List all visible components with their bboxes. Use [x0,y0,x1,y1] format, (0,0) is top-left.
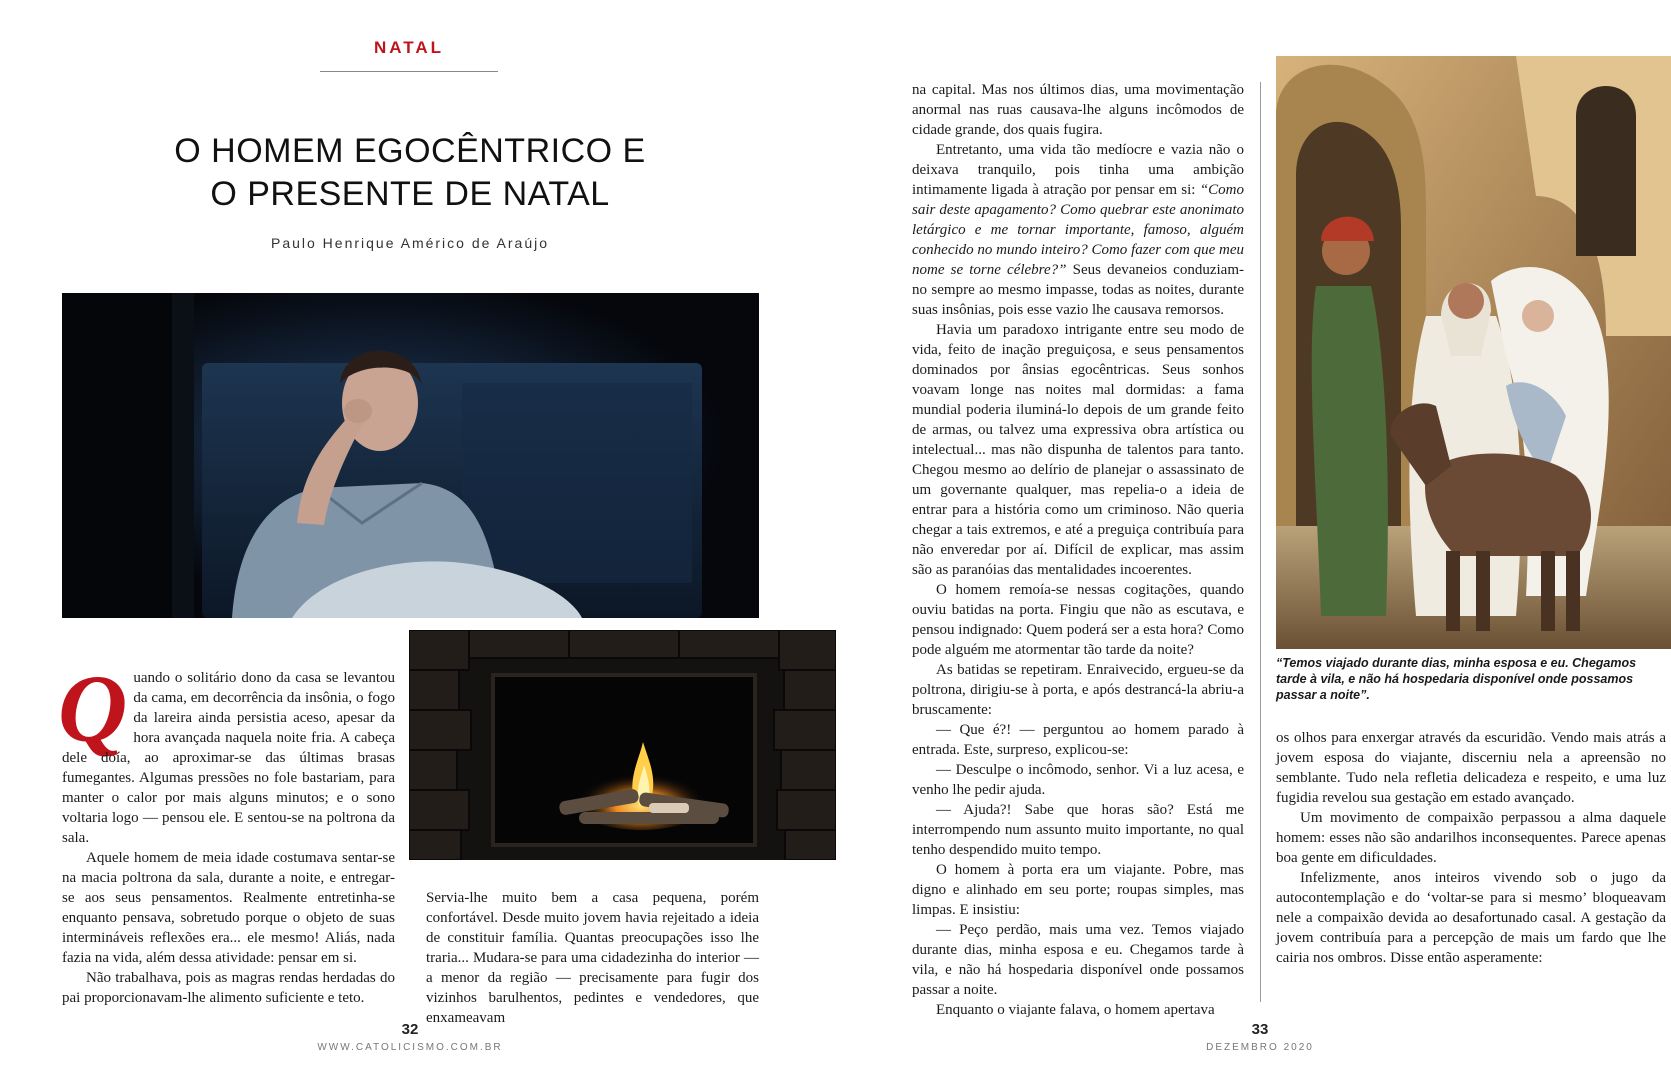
paragraph: Havia um paradoxo intrigante entre seu modo de vida, feito de inação preguiçosa, e seus pensamentos dominados por ânsias egocêntricas. Seus sonhos voavam longe nas noites mal dormidas: a fama mundial poderia iluminá-lo depois de um grande feito de armas, ou talvez uma expressiva obra artística ou intelectual... mas não dispunha de talentos para tanto. Chegou mesmo ao delírio de planejar o assassinato de um governante qualquer, mas repelia-o a ideia de entrar para a história como um criminoso. Não queria chegar a tais extremos, e até a preguiça contribuía para não enveredar por aí. Difícil de explicar, mas assim são as paranóias das mentalidades incoerentes. [912,322,1244,578]
section-label: NATAL [373,38,445,57]
paragraph: — Ajuda?! Sabe que horas são? Está me interrompendo num assunto muito importante, no qual tenho despendido muito tempo. [912,802,1244,858]
paragraph: — Desculpe o incômodo, senhor. Vi a luz acesa, e venho lhe pedir ajuda. [912,762,1244,798]
quoted-thought: “Como sair deste apagamento? Como quebrar este anonimato letárgico e me tornar importante, famoso, alguém conhecido no mundo inteiro? Como fazer com que meu nome se torne célebre?” [912,182,1244,278]
footer-website: WWW.CATOLICISMO.COM.BR [317,1042,503,1053]
text-column-3 [912,80,1244,1020]
paragraph: — Peço perdão, mais uma vez. Temos viajado durante dias, minha esposa e eu. Chegamos tarde à vila, e não há hospedaria disponível onde possamos passar a noite. [912,922,1244,998]
painting-holy-family [1276,56,1671,649]
paragraph [58,655,395,848]
page-number-right: 33 [1251,1021,1269,1038]
paragraph [912,140,1244,320]
author-byline: Paulo Henrique Américo de Araújo [270,235,550,251]
holy-family-illustration [1276,56,1671,649]
paragraph: As batidas se repetiram. Enraivecido, ergueu-se da poltrona, dirigiu-se à porta, e após destrancá-la abriu-a bruscamente: [912,662,1244,718]
title-line-1: O HOMEM EGOCÊNTRICO E [174,132,646,170]
fireplace-illustration [409,630,836,860]
title-line-2: O PRESENTE DE NATAL [210,175,610,213]
page-number-left: 32 [401,1021,419,1038]
paragraph: — Que é?! — perguntou ao homem parado à entrada. Este, surpreso, explicou-se: [912,722,1244,758]
paragraph: os olhos para enxergar através da escuridão. Vendo mais atrás a jovem esposa do viajante, discerniu nela a apreensão no semblante. Tudo nela refletia delicadeza e respeito, e uma luz fugidia revelou sua gestação em estado avançado. [1276,730,1666,806]
paragraph: O homem à porta era um viajante. Pobre, mas digno e alinhado em seu porte; roupas simples, mas limpas. E insistiu: [912,862,1244,918]
photo-fireplace [409,630,836,860]
paragraph: na capital. Mas nos últimos dias, uma movimentação anormal nas ruas causava-lhe alguns incômodos de cidade grande, dos quais fugira. [912,82,1244,138]
paragraph: Servia-lhe muito bem a casa pequena, porém confortável. Desde muito jovem havia rejeitado a ideia de constituir família. Quantas preocupações isso lhe traria... Mudara-se para uma cidadezinha do interior — a menor da região — precisamente para fugir dos vizinhos barulhentos, pedintes e vendedores, que enxameavam [426,890,759,1026]
paragraph: Aquele homem de meia idade costumava sentar-se na macia poltrona da sala, durante a noite, e entregar-se aos seus pensamentos. Realmente entretinha-se enquanto pensava, sobretudo porque o objeto de suas intermináveis reflexões era... ele mesmo! Aliás, nada fazia na vida, além dessa atividade: pensar em si. [62,850,395,966]
paragraph: Enquanto o viajante falava, o homem apertava [936,1002,1215,1018]
article-title [80,130,740,216]
painting-caption: “Temos viajado durante dias, minha esposa e eu. Chegamos tarde à vila, e não há hospedaria disponível onde possamos passar a noite”. [1276,656,1637,702]
paragraph: Um movimento de compaixão perpassou a alma daquele homem: esses não são andarilhos inconsequentes. Parece apenas boa gente em dificuldades. [1276,810,1666,866]
paragraph-text: Entretanto, uma vida tão medíocre e vazia não o deixava tranquilo, pois tinha uma ambição intimamente ligada à atração por pensar em si: [912,142,1244,198]
drop-cap: Q [58,655,128,762]
paragraph: Não trabalhava, pois as magras rendas herdadas do pai proporcionavam-lhe alimento suficiente e teto. [62,970,395,1006]
paragraph-text: uando o solitário dono da casa se levantou da cama, em decorrência da insônia, o fogo da lareira ainda persistia aceso, apesar da hora avançada naquela noite fria. A cabeça dele doía, ao aproximar-se das últimas brasas fumegantes. Algumas pressões no fole bastariam, para manter o calor por mais alguns minutos; e o sono voltaria logo — pensou ele. E sentou-se na poltrona da sala. [62,670,395,846]
footer-issue-date: DEZEMBRO 2020 [1206,1042,1314,1053]
paragraph: Infelizmente, anos inteiros vivendo sob o jugo da autocontemplação e do ‘voltar-se para si mesmo’ bloqueavam nele a compaixão devida ao desafortunado casal. A gestação da jovem contribuía para a percepção de mais um fardo que lhe cairia nos ombros. Disse então asperamente: [1276,870,1666,966]
sleepless-man-illustration [62,293,759,618]
photo-sleepless-man [62,293,759,618]
text-column-2 [426,888,759,1028]
paragraph: O homem remoía-se nessas cogitações, quando ouviu batidas na porta. Fingiu que não as escutava, e pensou indignado: Quem poderá ser a esta hora? Como pode alguém me atormentar tão tarde da noite? [912,582,1244,658]
column-divider [1260,82,1261,1002]
text-column-4 [1276,728,1666,968]
text-column-1 [58,655,395,1008]
section-divider [320,71,498,72]
paragraph-text: Seus devaneios conduziam-no sempre ao mesmo impasse, todas as noites, durante suas insônias, pois esse vazio lhe causava remorsos. [912,262,1244,318]
